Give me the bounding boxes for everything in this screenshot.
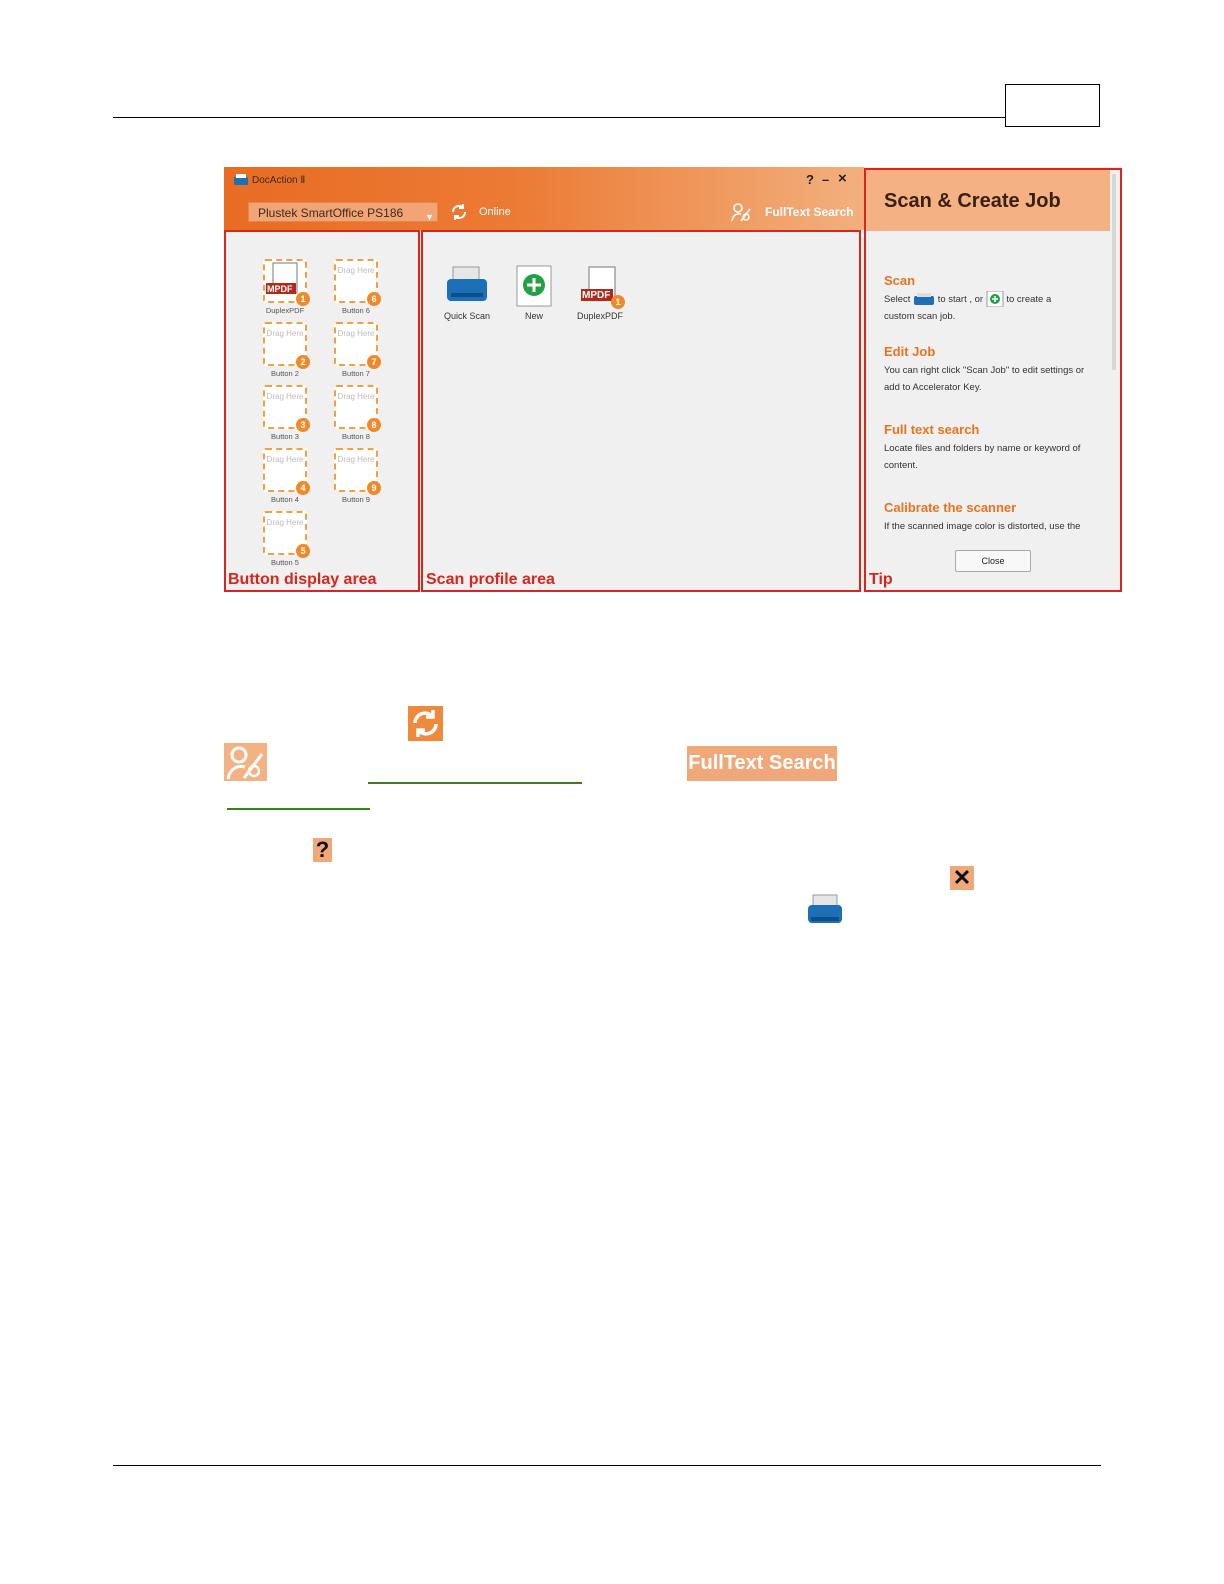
fulltext-search-banner: FullText Search — [687, 746, 837, 781]
drag-placeholder: Drag Here — [337, 455, 375, 464]
button-slot-8[interactable] — [334, 385, 378, 429]
button-number-badge: 7 — [367, 355, 381, 369]
profile-caption: DuplexPDF — [576, 311, 623, 321]
tip-heading-edit-job: Edit Job — [884, 344, 936, 359]
drag-placeholder: Drag Here — [337, 266, 375, 275]
button-slot-6[interactable] — [334, 259, 378, 303]
tip-text-full-text: Locate files and folders by name or keyword of content. — [884, 443, 1081, 471]
button-slot-1[interactable] — [263, 259, 307, 303]
duplexpdf-profile[interactable] — [579, 265, 625, 309]
button-number-badge: 4 — [296, 481, 310, 495]
button-slot-9[interactable] — [334, 448, 378, 492]
tip-heading-scan: Scan — [884, 273, 916, 288]
drag-placeholder: Drag Here — [266, 518, 304, 527]
button-caption: Button 6 — [342, 306, 370, 315]
tip-heading-calibrate: Calibrate the scanner — [884, 500, 1017, 515]
refresh-icon — [408, 706, 443, 741]
minimize-button[interactable]: – — [822, 172, 830, 187]
button-slot-3[interactable] — [263, 385, 307, 429]
fulltext-search-link[interactable]: FullText Search — [765, 205, 854, 219]
button-caption: Button 7 — [342, 369, 370, 378]
quick-scan-icon[interactable] — [445, 265, 489, 309]
drag-placeholder: Drag Here — [337, 392, 375, 401]
drag-placeholder: Drag Here — [266, 392, 304, 401]
tip-title: Scan & Create Job — [884, 190, 1061, 212]
button-number-badge: 3 — [296, 418, 310, 432]
mpdf-label: MPDF — [582, 290, 611, 301]
help-button[interactable]: ? — [806, 172, 814, 187]
window-title: DocAction Ⅱ — [252, 175, 306, 186]
button-number-badge: 5 — [296, 544, 310, 558]
tip-text-calibrate: If the scanned image color is distorted, use the — [884, 521, 1081, 532]
button-caption: Button 2 — [271, 369, 299, 378]
profile-area-label: Scan profile area — [426, 571, 555, 588]
tip-heading-full-text: Full text search — [884, 422, 980, 437]
drag-placeholder: Drag Here — [266, 455, 304, 464]
button-area-label: Button display area — [228, 571, 377, 588]
new-profile-icon[interactable] — [516, 265, 552, 307]
close-button[interactable]: × — [838, 170, 847, 187]
header-rule — [113, 117, 1005, 118]
button-caption: Button 8 — [342, 432, 370, 441]
mpdf-label: MPDF — [267, 284, 293, 294]
fulltext-search-icon[interactable] — [730, 201, 752, 223]
tip-text-scan: Select to start , or to create a custom scan job. — [884, 291, 1099, 325]
button-number-badge: 1 — [611, 295, 625, 309]
hyperlink-underline[interactable] — [368, 782, 582, 784]
drag-placeholder: Drag Here — [337, 329, 375, 338]
refresh-icon[interactable] — [450, 203, 468, 221]
hyperlink-underline[interactable] — [227, 808, 370, 810]
button-number-badge: 2 — [296, 355, 310, 369]
footer-rule — [113, 1465, 1101, 1466]
scanner-icon — [806, 894, 844, 928]
scanner-select[interactable] — [248, 202, 438, 222]
button-slot-7[interactable] — [334, 322, 378, 366]
button-caption: Button 3 — [271, 432, 299, 441]
button-slot-4[interactable] — [263, 448, 307, 492]
help-icon: ? — [313, 838, 332, 862]
tip-area-label: Tip — [869, 571, 893, 588]
button-number-badge: 8 — [367, 418, 381, 432]
profile-caption: Quick Scan — [443, 311, 491, 321]
button-caption: DuplexPDF — [265, 306, 305, 315]
scanner-app-icon — [234, 174, 248, 185]
title-bar — [224, 167, 864, 230]
page-number-box — [1005, 84, 1100, 127]
button-caption: Button 5 — [271, 558, 299, 567]
chevron-down-icon: ▼ — [425, 212, 434, 222]
scanner-select-value: Plustek SmartOffice PS186 — [258, 206, 404, 220]
button-slot-5[interactable] — [263, 511, 307, 555]
app-screenshot — [224, 167, 1122, 592]
status-text: Online — [479, 206, 511, 218]
button-number-badge: 6 — [367, 292, 381, 306]
tip-close-button[interactable]: Close — [955, 550, 1031, 572]
button-slot-2[interactable] — [263, 322, 307, 366]
button-number-badge: 1 — [296, 292, 310, 306]
button-number-badge: 9 — [367, 481, 381, 495]
close-icon: ✕ — [950, 866, 974, 890]
tip-text-edit-job: You can right click "Scan Job" to edit settings or add to Accelerator Key. — [884, 365, 1085, 393]
fulltext-search-icon — [224, 743, 267, 781]
button-display-area — [224, 230, 420, 592]
tip-area — [864, 168, 1122, 592]
profile-caption: New — [524, 311, 543, 321]
button-caption: Button 9 — [342, 495, 370, 504]
drag-placeholder: Drag Here — [266, 329, 304, 338]
button-caption: Button 4 — [271, 495, 299, 504]
